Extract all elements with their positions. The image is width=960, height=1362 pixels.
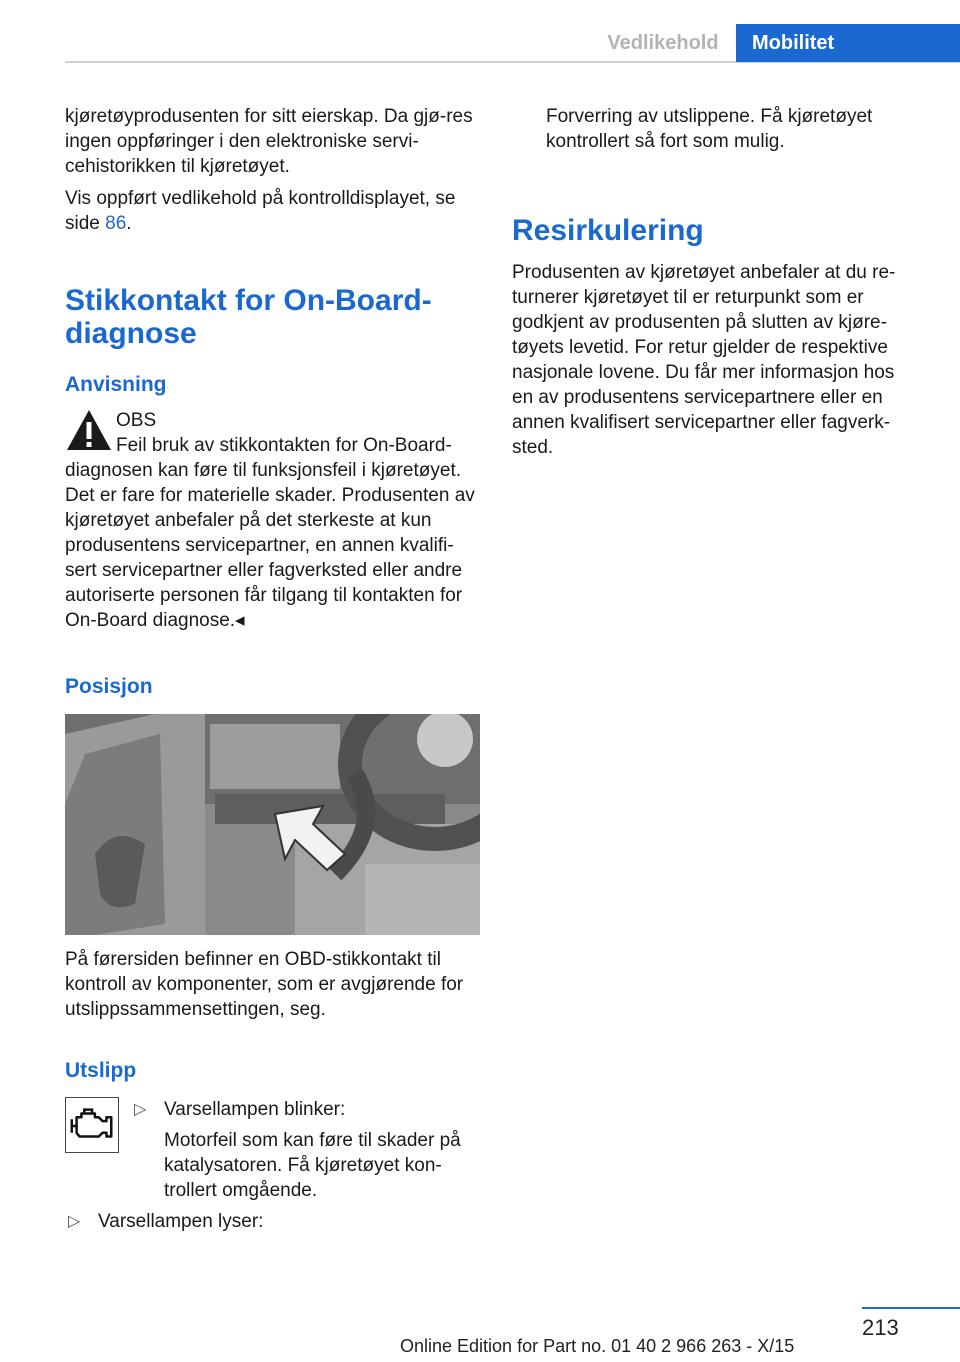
warning-text-rest: diagnosen kan føre til funksjonsfeil i kjøretøyet. Det er fare for materielle skader. Produsenten av kjøretøyet anbefaler på det sterkeste at kun produsentens servicepartner, en annen kvalifi-sert servicepartner eller fagverksted eller andre autoriserte personen får tilgang til kontakten for On-Board diagnose.◂	[65, 460, 475, 631]
intro-text-b: .	[126, 213, 132, 234]
obd-location-photo	[65, 714, 480, 935]
item1-text: Motorfeil som kan føre til skader på katalysatoren. Få kjøretøyet kon-trollert omgående.	[164, 1130, 461, 1201]
subheading-anvisning: Anvisning	[65, 373, 167, 396]
heading-obd: Stikkontakt for On-Board-diagnose	[65, 284, 432, 350]
warning-text-first: Feil bruk av stikkontakten for On-Board-	[116, 435, 452, 456]
page-link-86[interactable]: 86	[105, 213, 127, 234]
heading-resirkulering: Resirkulering	[512, 214, 704, 247]
subheading-posisjon: Posisjon	[65, 675, 153, 698]
footer-rule	[862, 1307, 960, 1309]
triangle-bullet-icon: ▷	[134, 1101, 147, 1118]
position-paragraph: På førersiden befinner en OBD-stikkontakt til kontroll av komponenter, som er avgjørende for utslippssammensettingen, seg.	[65, 949, 464, 1020]
check-engine-icon	[66, 1098, 118, 1152]
item1-title: Varsellampen blinker:	[164, 1099, 346, 1120]
triangle-bullet-icon: ▷	[68, 1213, 81, 1230]
recycle-paragraph: Produsenten av kjøretøyet anbefaler at du re-turnerer kjøretøyet til er returpunkt som er godkjent av produsenten på slutten av kjøre-tøyets levetid. For retur gjelder de respektive nasjonale lovene. Du får mer informasjon hos en av produsentens servicepartnere eller en annen kvalifisert servicepartner eller fagverk-sted.	[512, 262, 896, 458]
engine-lamp-box	[65, 1097, 119, 1153]
continued-text: Forverring av utslippene. Få kjøretøyet kontrollert så fort som mulig.	[546, 106, 873, 152]
item2-title: Varsellampen lyser:	[98, 1211, 264, 1232]
tab-vedlikehold[interactable]: Vedlikehold	[607, 32, 719, 54]
left-column	[65, 104, 483, 243]
intro-paragraph-1: kjøretøyprodusenten for sitt eierskap. Da gjø-res ingen oppføringer i den elektroniske servi-cehistorikken til kjøretøyet.	[65, 106, 473, 177]
intro-paragraph-2	[65, 186, 483, 236]
page-number: 213	[862, 1315, 899, 1340]
intro-text-a: Vis oppført vedlikehold på kontrolldisplayet, se side	[65, 188, 456, 234]
edition-text: Online Edition for Part no. 01 40 2 966 263 - X/15	[400, 1336, 795, 1356]
warning-block	[65, 408, 485, 633]
warning-triangle-icon	[65, 408, 113, 454]
subheading-utslipp: Utslipp	[65, 1059, 137, 1082]
warning-title: OBS	[116, 410, 157, 431]
tab-mobilitet[interactable]: Mobilitet	[736, 24, 960, 62]
